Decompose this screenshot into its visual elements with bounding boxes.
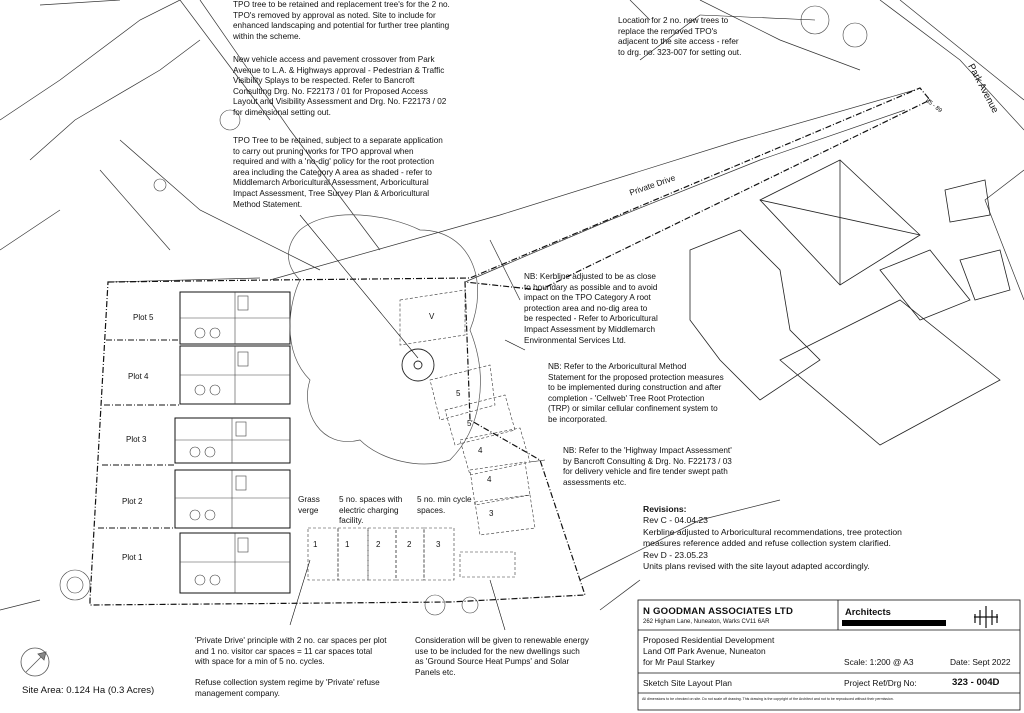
plot-label-2: Plot 2 <box>122 497 143 506</box>
space-east-3: 4 <box>478 446 483 455</box>
drawing-number: 323 - 004D <box>952 677 1000 688</box>
space-south-3: 2 <box>376 540 381 549</box>
plot-label-5: Plot 5 <box>133 313 154 322</box>
space-visitor: V <box>429 312 435 321</box>
note-renewable-energy: Consideration will be given to renewable energy use to be included for the new dwellings such as 'Ground Source Heat Pumps' and Solar Panels etc. <box>415 636 589 677</box>
project-ref-label: Project Ref/Drg No: <box>844 678 917 688</box>
space-south-1: 1 <box>313 540 318 549</box>
plot-label-3: Plot 3 <box>126 435 147 444</box>
drawing-title: Sketch Site Layout Plan <box>643 678 732 688</box>
note-method-statement: NB: Refer to the Arboricultural Method Statement for the proposed protection measures to be implemented during construction and after completion - 'Cellweb' Tree Root Protection (TRP) or similar cellular confinement system to be incorporated. <box>548 362 724 424</box>
role-underline <box>842 620 946 626</box>
space-east-1: 5 <box>456 389 461 398</box>
firm-address: 262 Higham Lane, Nuneaton, Warks CV11 6AR <box>643 619 770 625</box>
note-tpo-retained: TPO Tree to be retained, subject to a separate application to carry out pruning works for TPO approval when required and with a 'no-dig' policy for the root protection area including the Category A area as shaded - refer to Middlemarch Arboricultural Assessment, Arboricultural Impact Assessment, Tree Survey Plan & Arboricultural Method Statement. <box>233 136 443 209</box>
note-vehicle-access: New vehicle access and pavement crossover from Park Avenue to L.A. & Highways approval - Pedestrian & Traffic Visibility Splays to be respected. Refer to Bancroft Consulting Drg. No. F22173 / 01 for Proposed Access Layout and Visibility Assessment and Drg. No. F22173 / 02 for dimensional setting out. <box>233 55 447 117</box>
note-kerbline: NB: Kerbline adjusted to be as close to boundary as possible and to avoid impact on the TPO Category A root protection area and no-dig area to be respected - Refer to Arboricultural Impact Assessment by Middlemarch Environmental Services Ltd. <box>524 272 658 345</box>
house-numbers: 85 - 89 <box>924 98 943 115</box>
note-tpo-replacement: TPO tree to be retained and replacement tree's for the 2 no. TPO's removed by approval as noted. Site to include for enhanced landscaping and potential for further tree planting within the scheme. <box>233 0 450 41</box>
label-grass-verge: Grass verge <box>298 495 320 515</box>
revisions-block <box>643 504 902 572</box>
street-private-drive: Private Drive <box>628 172 677 198</box>
space-east-5: 3 <box>489 509 494 518</box>
project-description: Proposed Residential Development Land Off Park Avenue, Nuneaton for Mr Paul Starkey <box>643 635 775 667</box>
space-east-4: 4 <box>487 475 492 484</box>
drawing-scale: Scale: 1:200 @ A3 <box>844 657 914 667</box>
note-new-trees: Location for 2 no. new trees to replace the removed TPO's adjacent to the site access - refer to drg. no. 323-007 for setting out. <box>618 16 742 57</box>
label-electric-charging: 5 no. spaces with electric charging facility. <box>339 495 403 526</box>
plot-label-4: Plot 4 <box>128 372 149 381</box>
space-south-4: 2 <box>407 540 412 549</box>
revision-d: Rev D - 23.05.23 <box>643 549 708 560</box>
copyright-fine-print: All dimensions to be checked on site. Do not scale off drawing. This drawing is the copyright of the Architect and not to be reproduced without their permission. <box>642 697 894 701</box>
revisions-heading: Revisions: <box>643 504 687 514</box>
title-block <box>638 600 1020 710</box>
firm-name: N GOODMAN ASSOCIATES LTD <box>643 606 794 617</box>
space-south-2: 1 <box>345 540 350 549</box>
label-cycle-spaces: 5 no. min cycle spaces. <box>417 495 472 515</box>
plot-label-1: Plot 1 <box>122 553 143 562</box>
revision-d-description: Units plans revised with the site layout adapted accordingly. <box>643 561 870 572</box>
space-south-5: 3 <box>436 540 441 549</box>
revision-c-description: Kerbline adjusted to Arboricultural recommendations, tree protection measures reference added and refuse collection system clarified. <box>643 526 902 549</box>
note-private-drive: 'Private Drive' principle with 2 no. car spaces per plot and 1 no. visitor car spaces = 11 car spaces total with space for a min of 5 no. cycles. Refuse collection system regime by 'Private' refuse management company. <box>195 636 387 698</box>
street-park-avenue: Park Avenue <box>965 62 1001 116</box>
site-area: Site Area: 0.124 Ha (0.3 Acres) <box>22 685 155 696</box>
drawing-date: Date: Sept 2022 <box>950 657 1011 667</box>
revision-c: Rev C - 04.04.23 <box>643 515 708 526</box>
note-highway-assessment: NB: Refer to the 'Highway Impact Assessment' by Bancroft Consulting & Drg. No. F22173 / 03 for delivery vehicle and fire tender swept path assessments etc. <box>563 446 732 487</box>
space-east-2: 5 <box>467 419 472 428</box>
firm-role: Architects <box>845 606 891 617</box>
